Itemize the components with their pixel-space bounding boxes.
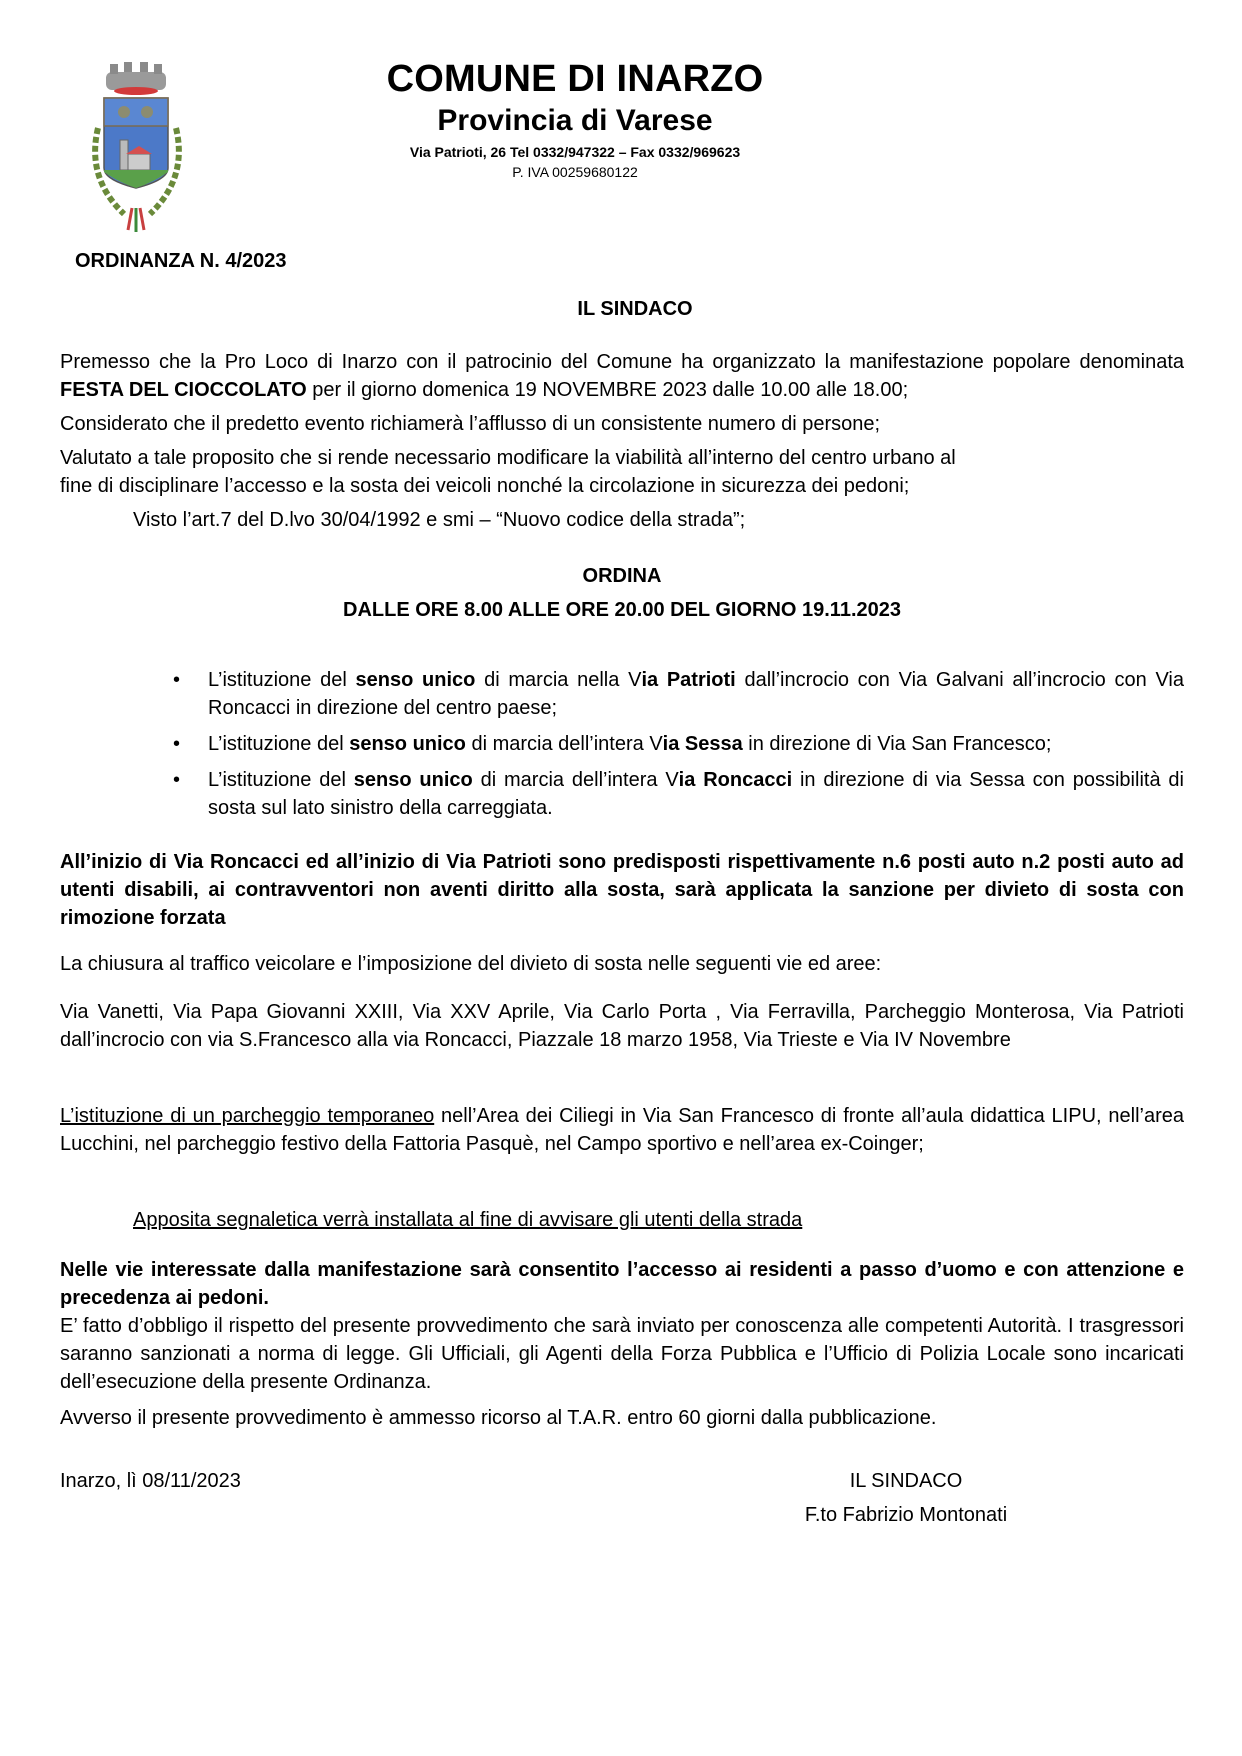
- place-date: Inarzo, lì 08/11/2023: [60, 1470, 241, 1492]
- province-name: Provincia di Varese: [437, 104, 713, 137]
- bullet-icon: •: [173, 769, 181, 791]
- list-item: • L’istituzione del senso unico di marcia dell’intera Via Sessa in direzione di Via San Francesco;: [60, 730, 1184, 758]
- order-timeframe: DALLE ORE 8.00 ALLE ORE 20.00 DEL GIORNO 19.11.2023: [343, 599, 901, 621]
- temporary-parking: L’istituzione di un parcheggio temporaneo nell’Area dei Ciliegi in Via San Francesco di fronte all’aula didattica LIPU, nell’area Lucchini, nel parcheggio festivo della Fattoria Pasquè, nel Campo sportivo e nell’area ex-Coinger;: [60, 1105, 1185, 1155]
- list-item: • L’istituzione del senso unico di marcia nella Via Patrioti dall’incrocio con Via Galvani all’incrocio con Via Roncacci in direzione del centro paese;: [60, 666, 1184, 722]
- premise-event: Premesso che la Pro Loco di Inarzo con il patrocinio del Comune ha organizzato la manifestazione popolare denominata FESTA DEL CIOCCOLATO per il giorno domenica 19 NOVEMBRE 2023 dalle 10.00 alle 18.00;: [60, 351, 1184, 401]
- enforcement-text: E’ fatto d’obbligo il rispetto del presente provvedimento che sarà inviato per conoscenza alle competenti Autorità. I trasgressori saranno sanzionati a norma di legge. Gli Ufficiali, gli Agenti della Forza Pubblica e l’Ufficio di Polizia Locale sono incaricati dell’esecuzione della presente Ordinanza.: [60, 1315, 1184, 1393]
- premise-viability-2: fine di disciplinare l’accesso e la sosta dei veicoli nonché la circolazione in sicurezza dei pedoni;: [60, 475, 910, 497]
- issuer-heading: IL SINDACO: [577, 298, 693, 320]
- ordinance-number: ORDINANZA N. 4/2023: [75, 250, 287, 272]
- order-measures-list: [60, 666, 1184, 822]
- municipality-name: COMUNE DI INARZO: [386, 58, 764, 100]
- order-heading: ORDINA: [582, 565, 662, 587]
- vat-number: P. IVA 00259680122: [512, 164, 638, 180]
- parking-notice: All’inizio di Via Roncacci ed all’inizio di Via Patrioti sono predisposti rispettivamente n.6 posti auto n.2 posti auto ad utenti disabili, ai contravventori non aventi diritto alla sosta, sarà applicata la sanzione per divieto di sosta con rimozione forzata: [60, 851, 1184, 929]
- event-name: FESTA DEL CIOCCOLATO: [60, 379, 307, 401]
- premise-attendance: Considerato che il predetto evento richiamerà l’afflusso di un consistente numero di persone;: [60, 413, 881, 435]
- premise-legal-ref: Visto l’art.7 del D.lvo 30/04/1992 e smi – “Nuovo codice della strada”;: [133, 509, 746, 531]
- residents-access: Nelle vie interessate dalla manifestazione sarà consentito l’accesso ai residenti a passo d’uomo e con attenzione e precedenza ai pedoni.: [60, 1259, 1184, 1309]
- appeal-text: Avverso il presente provvedimento è ammesso ricorso al T.A.R. entro 60 giorni dalla pubblicazione.: [60, 1407, 937, 1429]
- signer-name: F.to Fabrizio Montonati: [804, 1504, 1008, 1526]
- closure-intro: La chiusura al traffico veicolare e l’imposizione del divieto di sosta nelle seguenti vie ed aree:: [60, 953, 882, 975]
- list-item: • L’istituzione del senso unico di marcia dell’intera Via Roncacci in direzione di via Sessa con possibilità di sosta sul lato sinistro della carreggiata.: [60, 766, 1184, 822]
- closure-streets: Via Vanetti, Via Papa Giovanni XXIII, Via XXV Aprile, Via Carlo Porta , Via Ferravilla, Parcheggio Monterosa, Via Patrioti dall’incrocio con via S.Francesco alla via Roncacci, Piazzale 18 marzo 1958, Via Trieste e Via IV Novembre: [60, 1001, 1184, 1051]
- premises-block: [60, 348, 1184, 534]
- premise-viability-1: Valutato a tale proposito che si rende necessario modificare la viabilità all’interno del centro urbano al: [60, 447, 956, 469]
- contact-address: Via Patrioti, 26 Tel 0332/947322 – Fax 0332/969623: [409, 144, 741, 160]
- signage-notice: Apposita segnaletica verrà installata al fine di avvisare gli utenti della strada: [133, 1209, 803, 1231]
- bullet-icon: •: [173, 733, 181, 755]
- bullet-icon: •: [173, 669, 181, 691]
- signer-title: IL SINDACO: [849, 1470, 963, 1492]
